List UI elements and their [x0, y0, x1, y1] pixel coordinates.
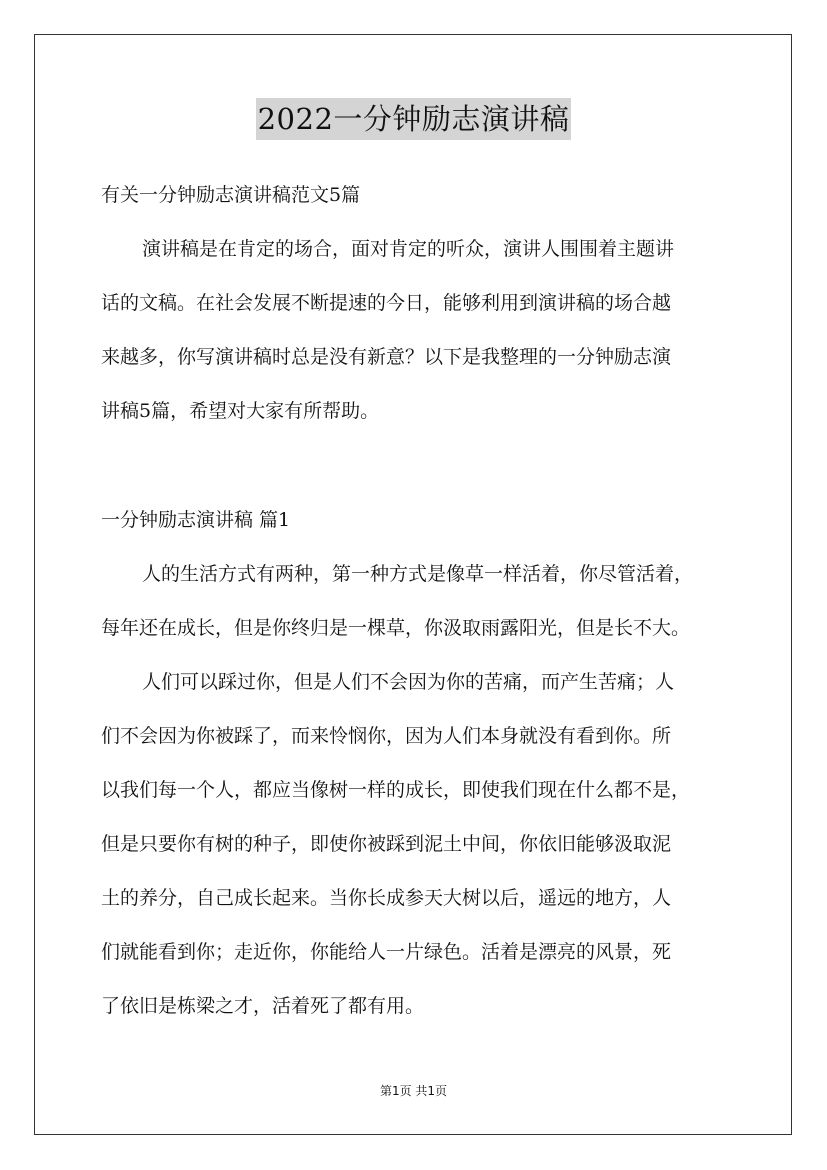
intro-line-4: 讲稿5篇，希望对大家有所帮助。	[101, 400, 380, 422]
intro-line-3: 来越多，你写演讲稿时总是没有新意？以下是我整理的一分钟励志演	[101, 346, 672, 368]
document-title: 2022一分钟励志演讲稿	[256, 98, 572, 140]
para2-line-3: 以我们每一个人，都应当像树一样的成长，即使我们现在什么都不是，	[101, 779, 691, 801]
para2-line-5: 土的养分，自己成长起来。当你长成参天大树以后，遥远的地方，人	[101, 887, 672, 909]
para1-line-1: 人的生活方式有两种，第一种方式是像草一样活着，你尽管活着，	[142, 563, 694, 585]
document-subtitle: 有关一分钟励志演讲稿范文5篇	[101, 184, 361, 206]
intro-line-2: 话的文稿。在社会发展不断提速的今日，能够利用到演讲稿的场合越	[101, 292, 672, 314]
page-footer: 第1页 共1页	[379, 1084, 448, 1098]
para2-line-1: 人们可以踩过你，但是人们不会因为你的苦痛，而产生苦痛；人	[142, 671, 675, 693]
intro-line-1: 演讲稿是在肯定的场合，面对肯定的听众，演讲人围围着主题讲	[142, 238, 675, 260]
section-heading: 一分钟励志演讲稿 篇1	[101, 509, 291, 531]
para2-line-7: 了依旧是栋梁之才，活着死了都有用。	[101, 995, 425, 1017]
para1-line-2: 每年还在成长，但是你终归是一棵草，你汲取雨露阳光，但是长不大。	[101, 617, 691, 639]
para2-line-6: 们就能看到你；走近你，你能给人一片绿色。活着是漂亮的风景，死	[101, 941, 672, 963]
title-container	[0, 98, 827, 140]
para2-line-4: 但是只要你有树的种子，即使你被踩到泥土中间，你依旧能够汲取泥	[101, 833, 672, 855]
para2-line-2: 们不会因为你被踩了，而来怜悯你，因为人们本身就没有看到你。所	[101, 725, 672, 747]
